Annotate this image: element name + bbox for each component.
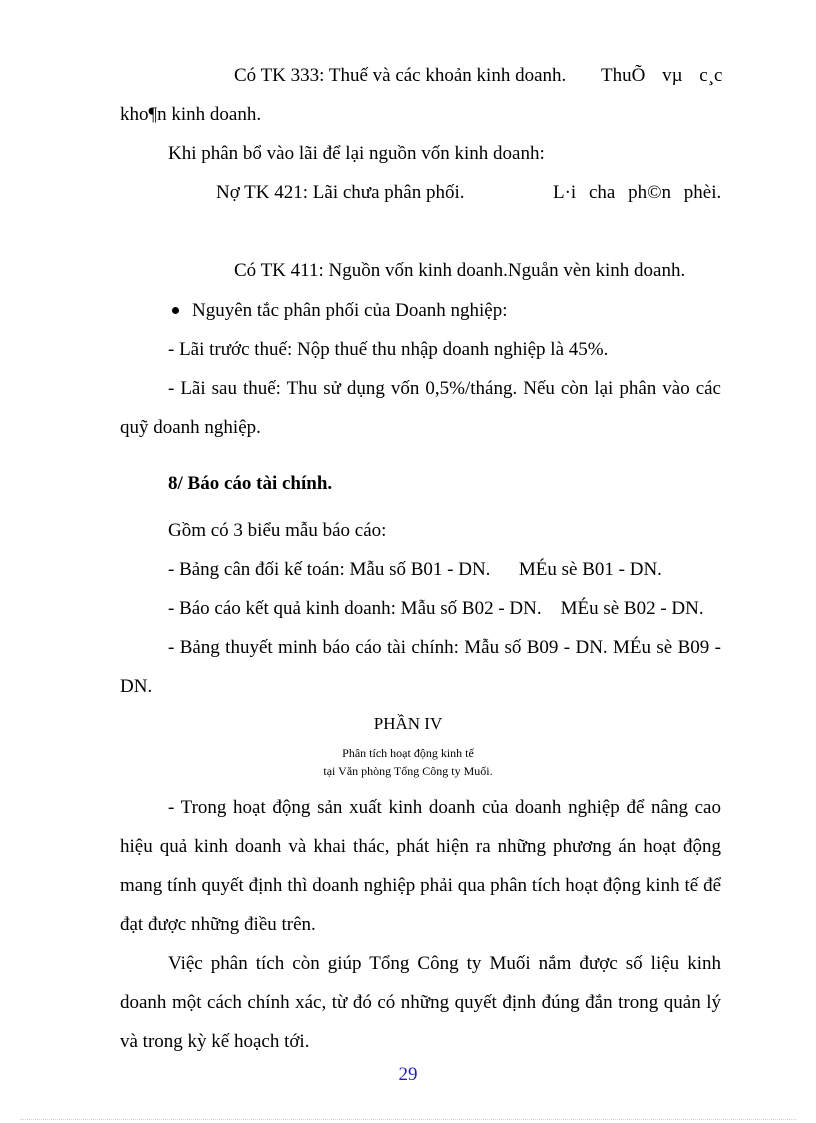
text-line: - Lãi trước thuế: Nộp thuế thu nhập doanh nghiệp là 45%. bbox=[168, 339, 609, 360]
bullet-text: Nguyên tắc phân phối của Doanh nghiệp: bbox=[192, 300, 508, 321]
text-line: DN. bbox=[120, 676, 153, 697]
text-line: - Bảng thuyết minh báo cáo tài chính: Mẫu số B09 - DN. MÉu sè B09 - bbox=[168, 637, 721, 658]
text-line: - Bảng cân đối kế toán: Mẫu số B01 - DN. MÉu sè B01 - DN. bbox=[168, 559, 662, 580]
text-line: Có TK 333: Thuế và các khoản kinh doanh. bbox=[234, 65, 567, 86]
section-heading: 8/ Báo cáo tài chính. bbox=[168, 473, 333, 494]
bullet-icon bbox=[172, 307, 179, 314]
text-line: quỹ doanh nghiệp. bbox=[120, 417, 261, 438]
part-subtitle: Phân tích hoạt động kinh tế bbox=[342, 746, 474, 760]
page-bottom-border bbox=[20, 1119, 796, 1120]
paragraph-line: Việc phân tích còn giúp Tổng Công ty Muối nắm được số liệu kinh bbox=[168, 953, 721, 974]
page-number: 29 bbox=[398, 1064, 418, 1085]
text-line: Khi phân bổ vào lãi để lại nguồn vốn kinh doanh: bbox=[168, 143, 545, 164]
text-line: - Báo cáo kết quả kinh doanh: Mẫu số B02 - DN. MÉu sè B02 - DN. bbox=[168, 598, 704, 619]
text-line: L·i cha ph©n phèi. bbox=[553, 182, 722, 203]
text-line: Gồm có 3 biểu mẫu báo cáo: bbox=[168, 520, 387, 541]
text-line: - Lãi sau thuế: Thu sử dụng vốn 0,5%/tháng. Nếu còn lại phân vào các bbox=[168, 378, 721, 399]
text-line: Có TK 411: Nguồn vốn kinh doanh.Nguån vèn kinh doanh. bbox=[234, 260, 686, 281]
part-subtitle: tại Văn phòng Tổng Công ty Muối. bbox=[323, 764, 493, 778]
paragraph-line: hiệu quả kinh doanh và khai thác, phát hiện ra những phương án hoạt động bbox=[120, 836, 721, 857]
text-line: ThuÕ vµ c¸c bbox=[601, 65, 723, 86]
text-line: Nợ TK 421: Lãi chưa phân phối. bbox=[216, 182, 465, 203]
part-title: PHẦN IV bbox=[373, 714, 443, 733]
paragraph-line: - Trong hoạt động sản xuất kinh doanh của doanh nghiệp để nâng cao bbox=[168, 797, 721, 818]
paragraph-line: đạt được những điều trên. bbox=[120, 914, 316, 935]
paragraph-line: và trong kỳ kế hoạch tới. bbox=[120, 1031, 310, 1052]
paragraph-line: doanh một cách chính xác, từ đó có những quyết định đúng đắn trong quản lý bbox=[120, 992, 721, 1013]
text-line: kho¶n kinh doanh. bbox=[120, 104, 262, 125]
paragraph-line: mang tính quyết định thì doanh nghiệp phải qua phân tích hoạt động kinh tế để bbox=[120, 875, 721, 896]
